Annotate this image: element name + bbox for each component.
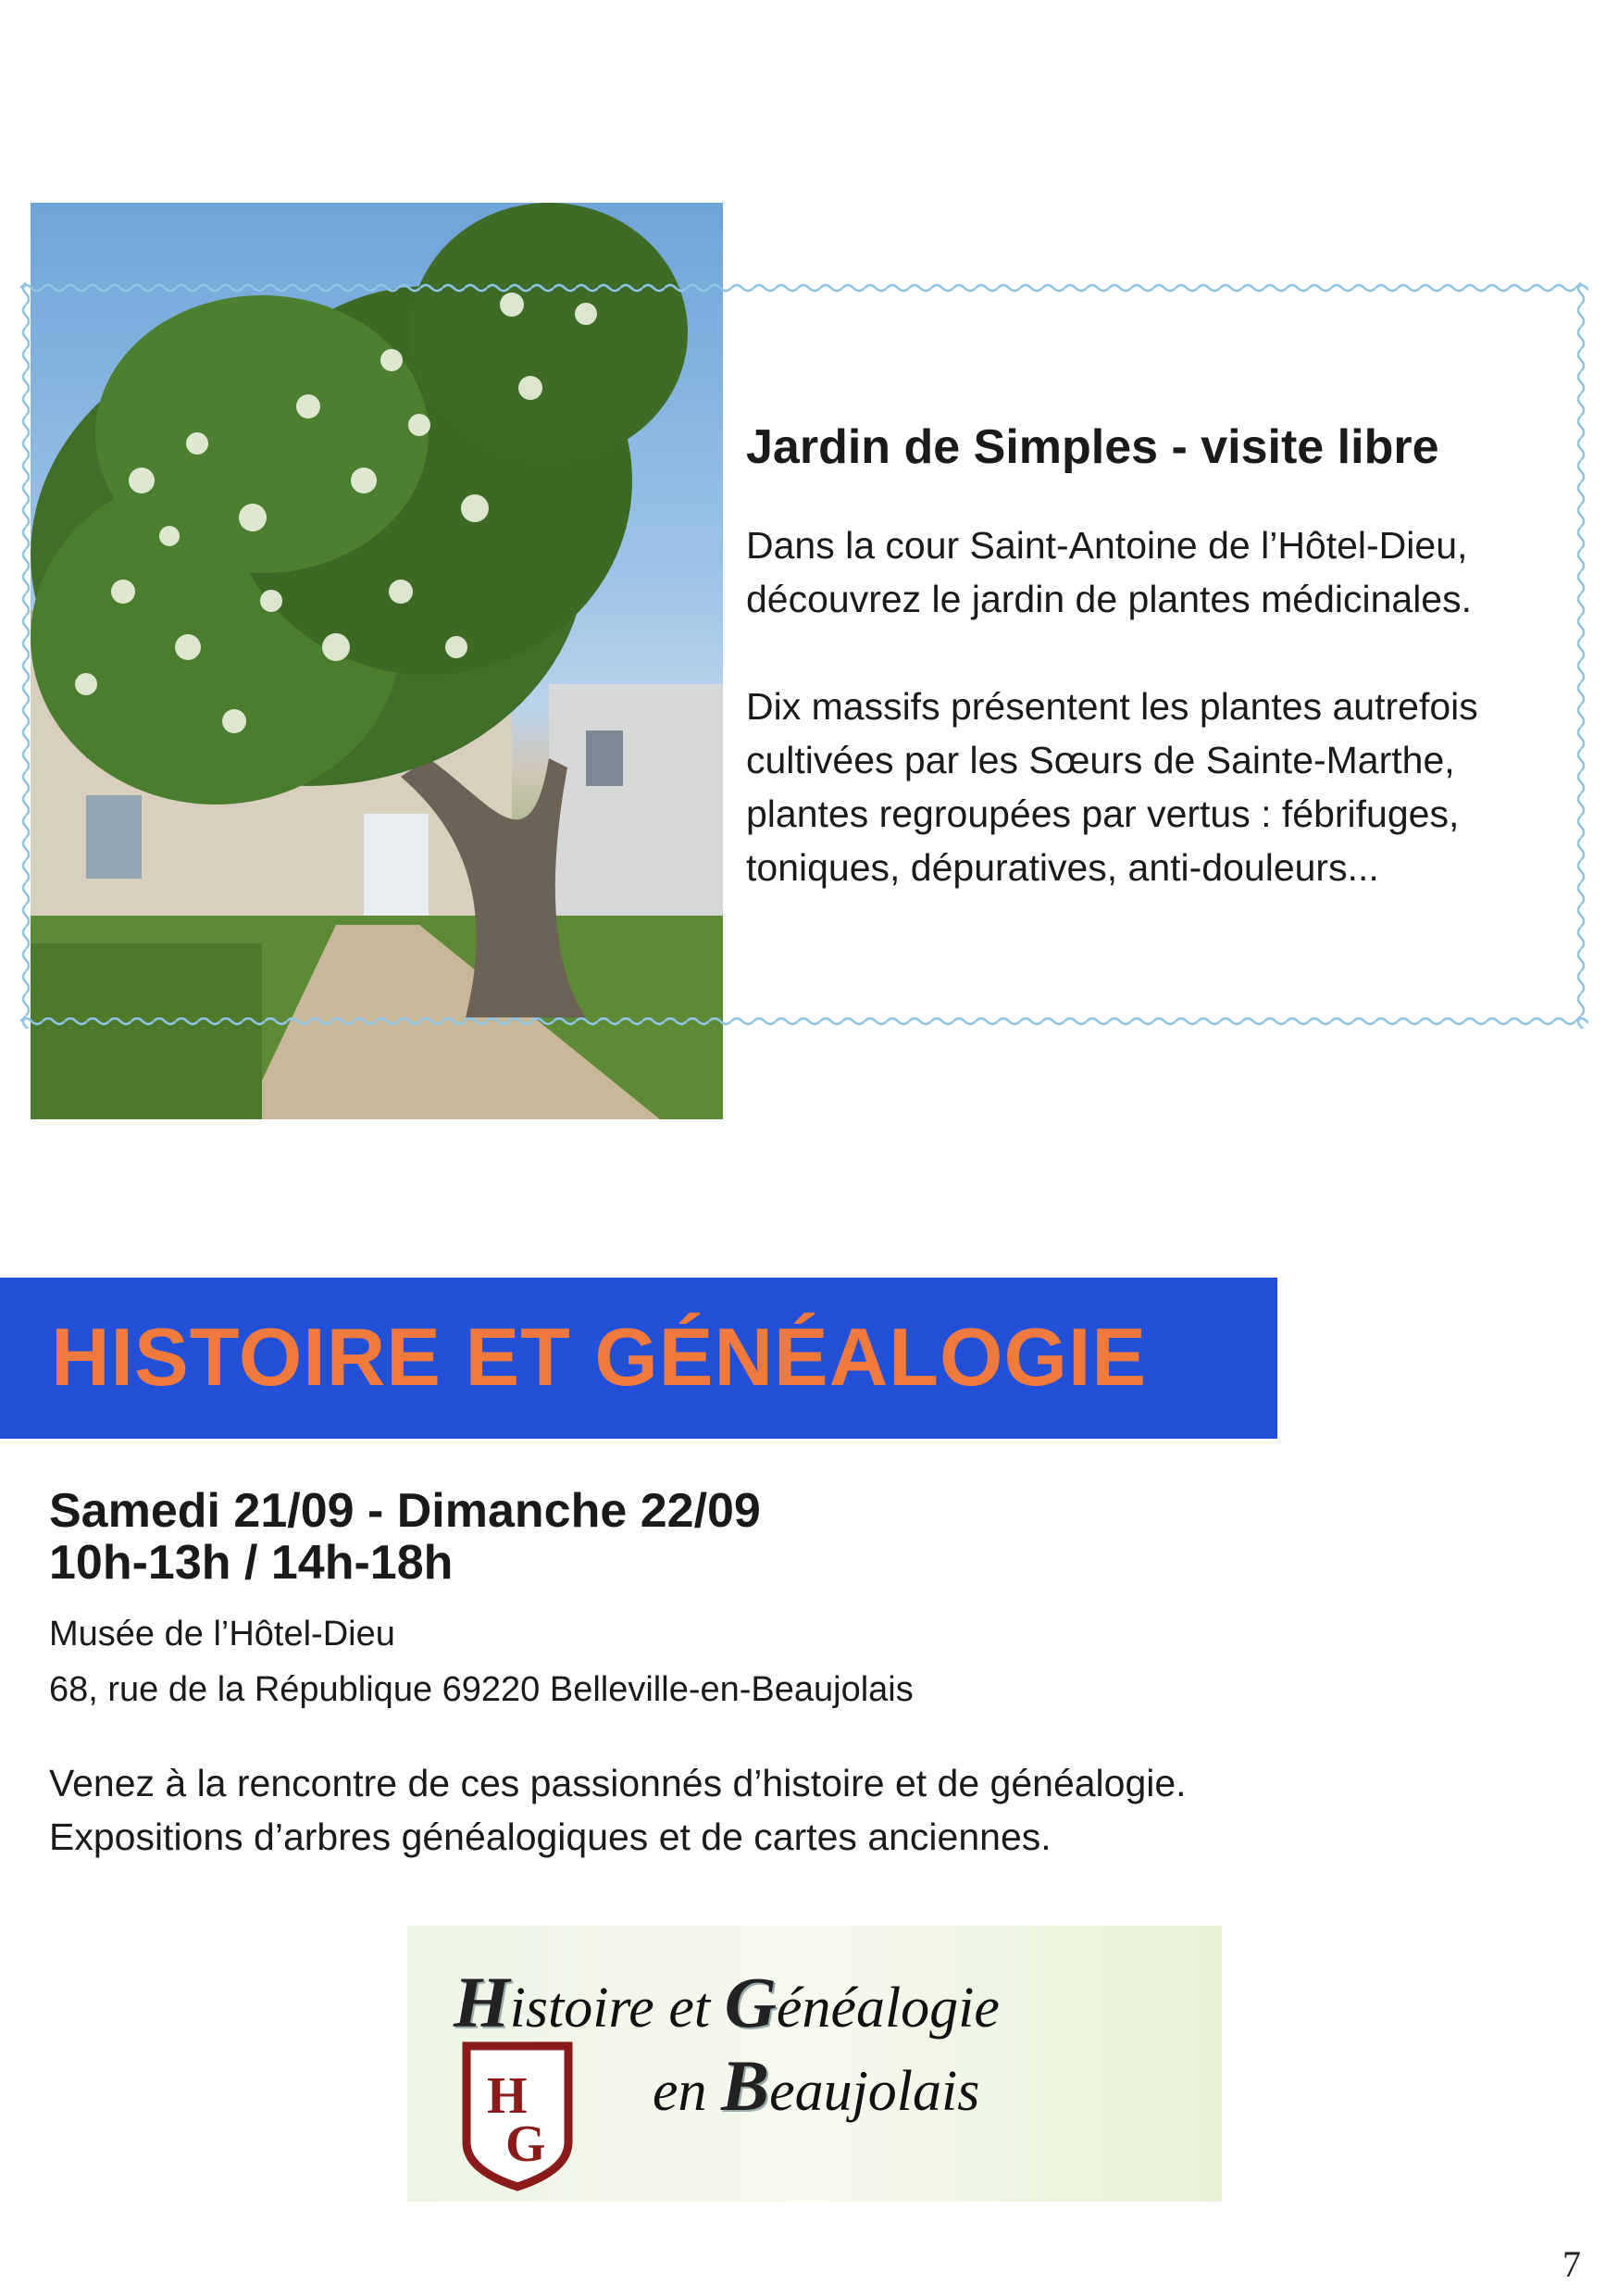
garden-photo [31,203,723,1119]
event-dates: Samedi 21/09 - Dimanche 22/09 [49,1484,761,1538]
event-venue [49,1606,914,1717]
event-description [49,1756,1187,1864]
garden-paragraph-2-line: cultivées par les Sœurs de Sainte-Marthe, [746,739,1455,781]
logo-text: istoire et [509,1977,725,2040]
garden-paragraph-2-line: Dix massifs présentent les plantes autrefois [746,685,1478,728]
logo-initial: H [454,1962,510,2042]
logo-line-1 [454,1961,1000,2044]
event-schedule [49,1485,761,1589]
svg-text:H: H [487,2067,528,2125]
logo-initial: B [721,2045,770,2126]
shield-icon [461,2040,574,2192]
event-description-line: Venez à la rencontre de ces passionnés d’histoire et de généalogie. [49,1762,1187,1804]
histoire-genealogie-logo [407,1926,1222,2202]
garden-paragraph-1-line: Dans la cour Saint-Antoine de l’Hôtel-Dieu, [746,524,1468,567]
venue-address: 68, rue de la République 69220 Belleville-en-Beaujolais [49,1670,914,1709]
elder-tree-garden-illustration [31,203,723,1119]
logo-text: en [653,2060,722,2123]
garden-paragraph-2 [746,680,1579,894]
svg-text:G: G [505,2115,546,2173]
garden-text-block [746,417,1579,948]
section-title: HISTOIRE ET GÉNÉALOGIE [51,1311,1148,1403]
logo-line-2 [653,2044,979,2128]
garden-paragraph-1 [746,518,1579,626]
venue-name: Musée de l’Hôtel-Dieu [49,1615,395,1653]
page-number: 7 [1562,2243,1581,2285]
garden-paragraph-2-line: plantes regroupées par vertus : fébrifuges, [746,792,1460,835]
event-description-line: Expositions d’arbres généalogiques et de cartes anciennes. [49,1816,1052,1858]
logo-text: eaujolais [769,2060,980,2123]
event-hours: 10h-13h / 14h-18h [49,1536,454,1590]
garden-paragraph-2-line: toniques, dépuratives, anti-douleurs... [746,846,1379,889]
garden-paragraph-1-line: découvrez le jardin de plantes médicinales. [746,578,1473,620]
logo-text: énéalogie [776,1977,1000,2040]
logo-initial: G [724,1962,777,2042]
garden-title: Jardin de Simples - visite libre [746,420,1439,474]
